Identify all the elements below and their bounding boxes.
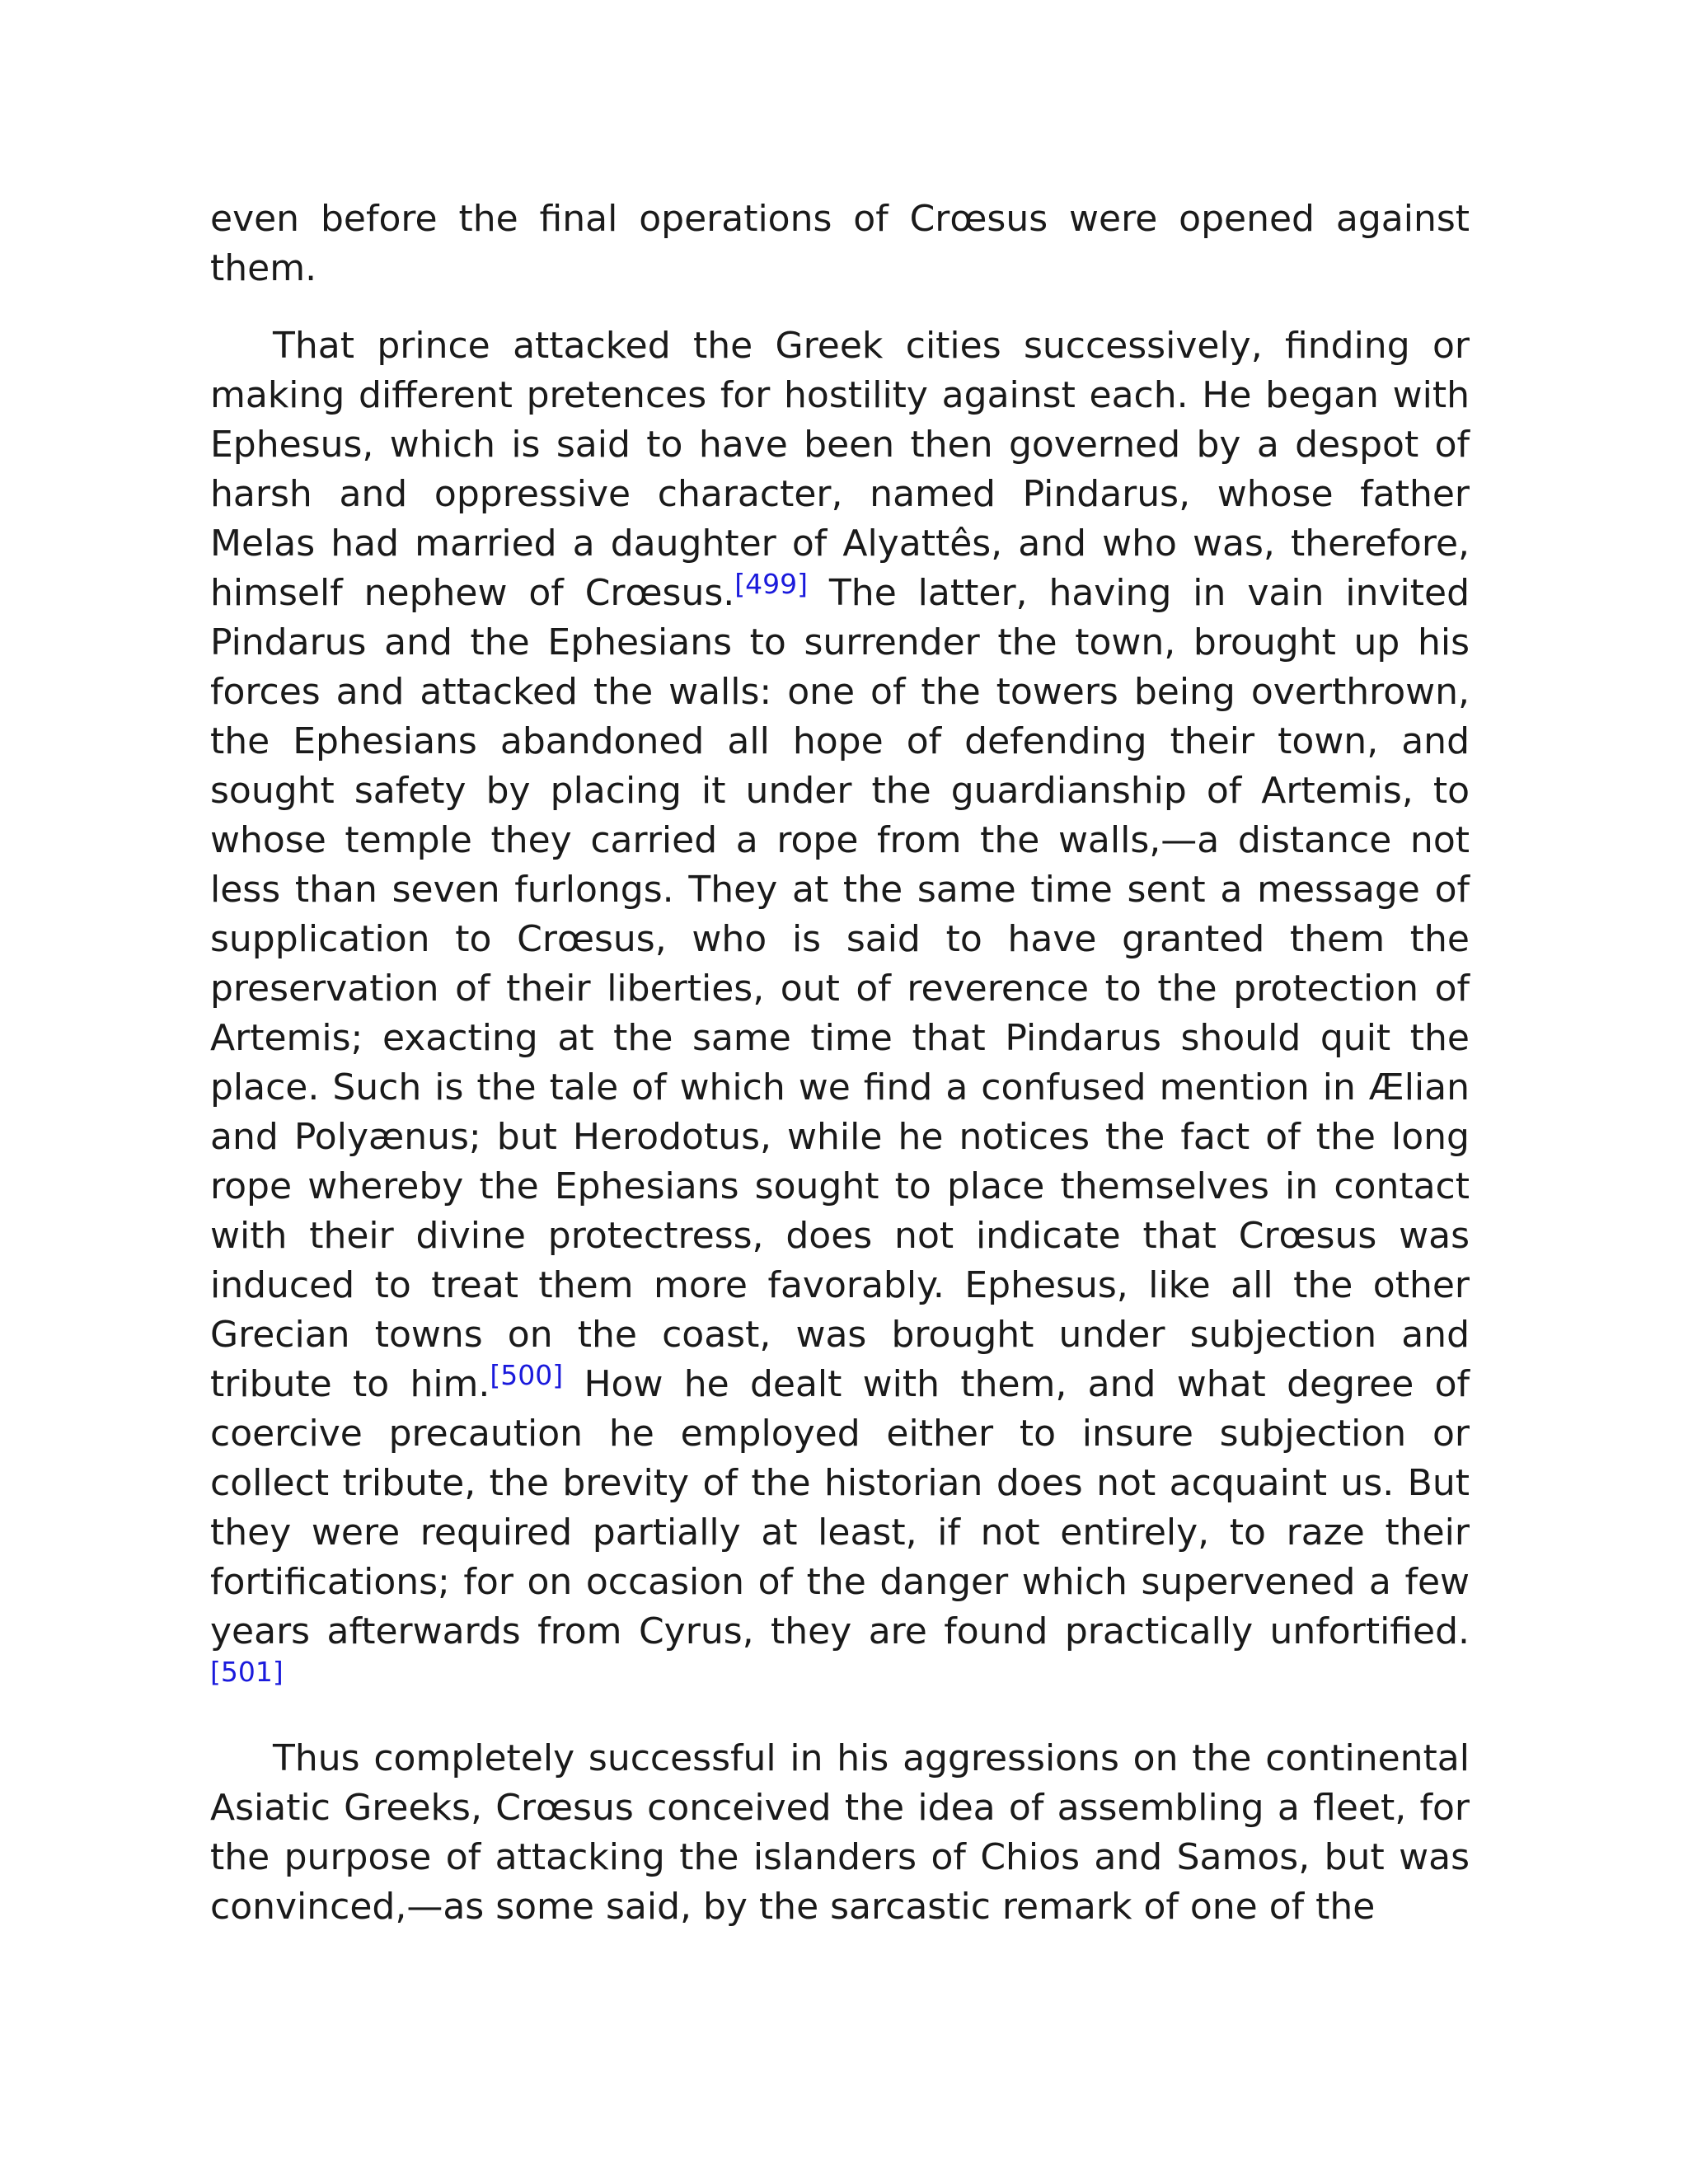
- footnote-link-501[interactable]: [501]: [210, 1656, 284, 1688]
- paragraph-text: That prince attacked the Greek cities successively, finding or making different pretences for hostility against each. He began with Ephesus, which is said to have been then governed by a despot of harsh and oppressive character, named Pindarus, whose father Melas had married a daughter of Alyattês, and who was, therefore, himself nephew of Crœsus.: [210, 325, 1470, 614]
- paragraph-fleet: [210, 1734, 1470, 1932]
- paragraph-ephesus: [210, 321, 1470, 1706]
- paragraph-text: The latter, having in vain invited Pindarus and the Ephesians to surrender the town, brought up his forces and attacked the walls: one of the towers being overthrown, the Ephesians abandoned all hope of defending their town, and sought safety by placing it under the guardianship of Artemis, to whose temple they carried a rope from the walls,—a distance not less than seven furlongs. They at the same time sent a message of supplication to Crœsus, who is said to have granted them the preservation of their liberties, out of reverence to the protection of Artemis; exacting at the same time that Pindarus should quit the place. Such is the tale of which we find a confused mention in Ælian and Polyænus; but Herodotus, while he notices the fact of the long rope whereby the Ephesians sought to place themselves in contact with their divine protectress, does not indicate that Crœsus was induced to treat them more favorably. Ephesus, like all the other Grecian towns on the coast, was brought under subjection and tribute to him.: [210, 572, 1470, 1405]
- paragraph-text: even before the final operations of Crœsus were opened against them.: [210, 198, 1470, 289]
- footnote-link-500[interactable]: [500]: [490, 1359, 564, 1391]
- paragraph-text: Thus completely successful in his aggressions on the continental Asiatic Greeks, Crœsus conceived the idea of assembling a fleet, for the purpose of attacking the islanders of Chios and Samos, but was convinced,—as some said, by the sarcastic remark of one of the: [210, 1737, 1470, 1928]
- paragraph-continuation: [210, 194, 1470, 293]
- document-page: [210, 194, 1470, 1960]
- footnote-link-499[interactable]: [499]: [734, 568, 808, 600]
- paragraph-text: How he dealt with them, and what degree of coercive precaution he employed either to insure subjection or collect tribute, the brevity of the historian does not acquaint us. But they were required partially at least, if not entirely, to raze their fortifications; for on occasion of the danger which supervened a few years afterwards from Cyrus, they are found practically unfortified.: [210, 1363, 1470, 1652]
